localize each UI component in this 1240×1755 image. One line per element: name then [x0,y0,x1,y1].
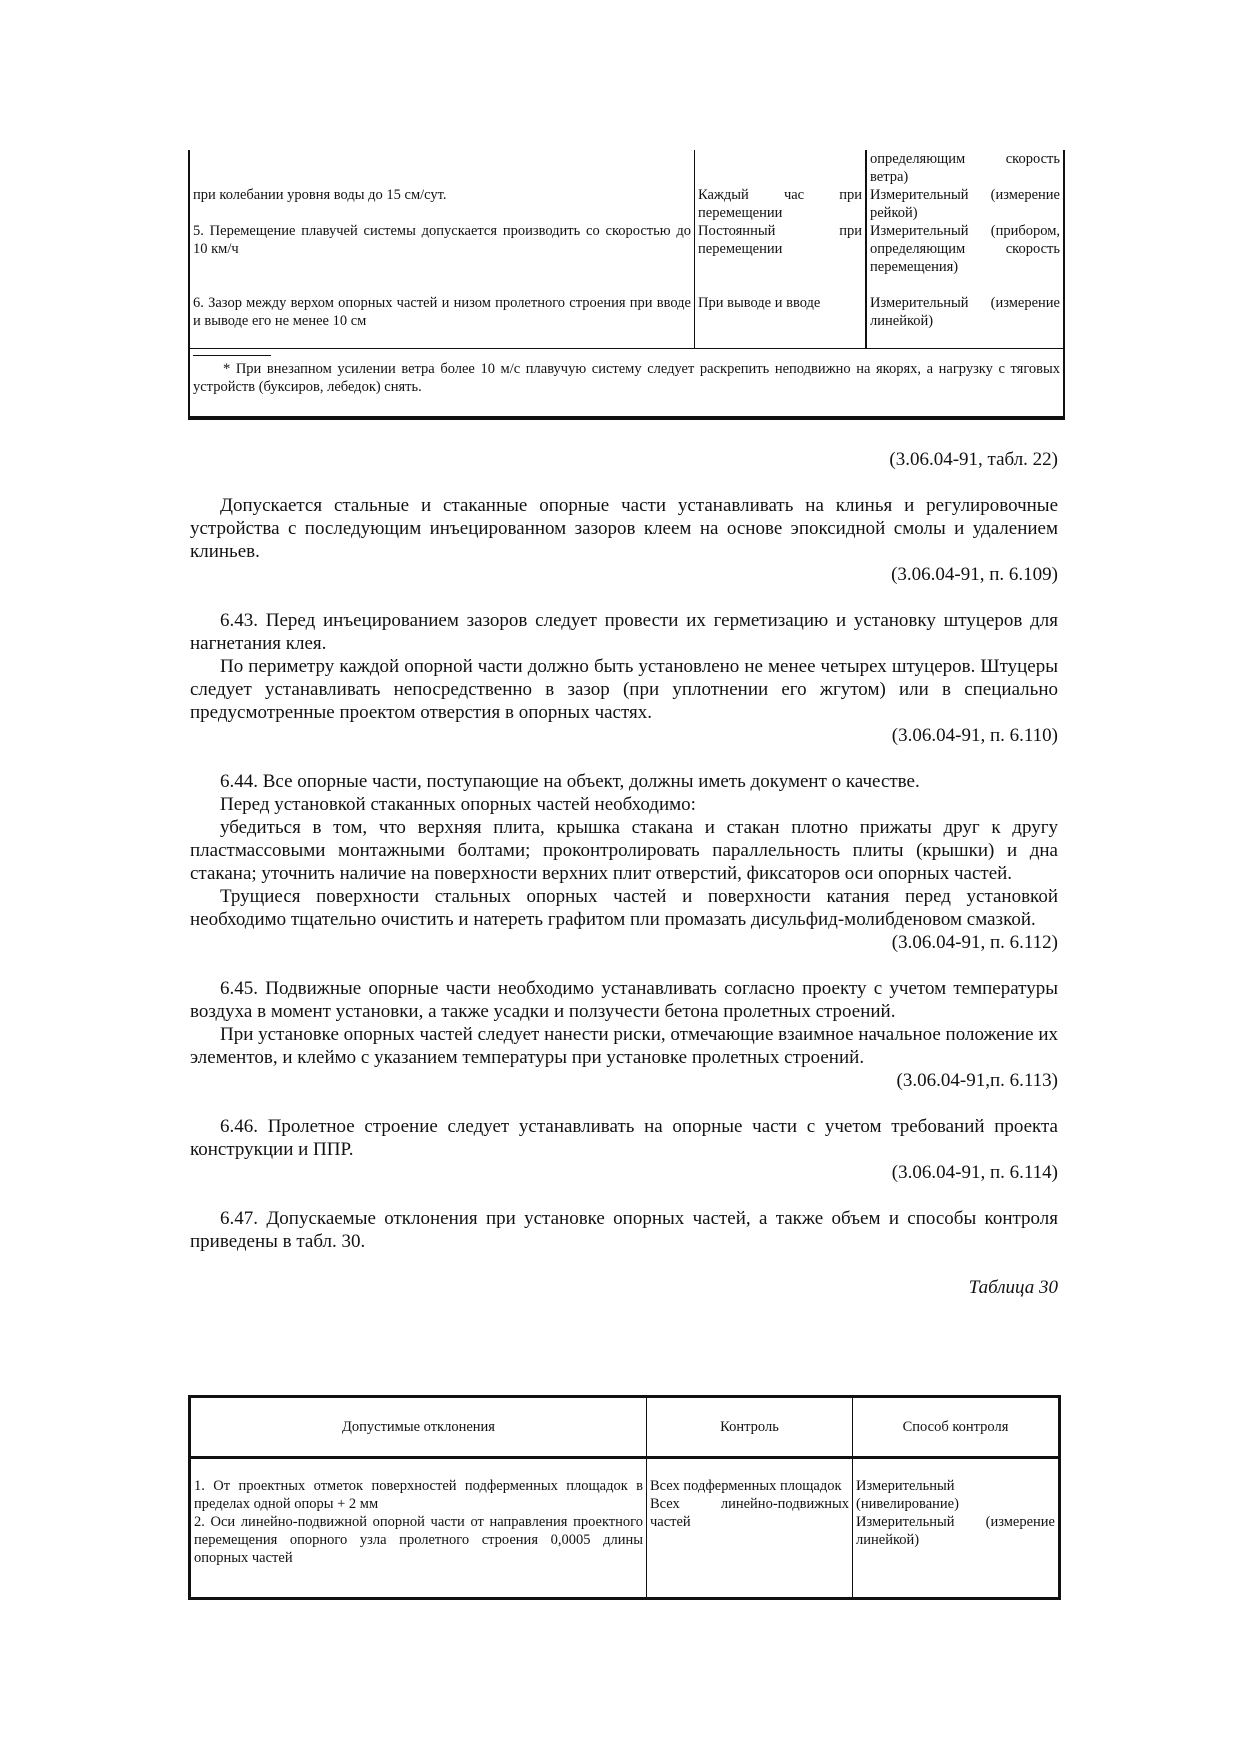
reference: (3.06.04-91, п. 6.114) [891,1162,1058,1183]
paragraph: убедиться в том, что верхняя плита, крышка стакана и стакан плотно прижаты друг к другу пластмассовыми монтажными болтами; проконтролировать параллельность плиты (крышки) и дна стакана; уточнить наличие на поверхности верхних плит отверстий, фиксаторов оси опорных частей. [190,817,1058,884]
paragraph: При установке опорных частей следует нанести риски, отмечающие взаимное начальное положение их элементов, и клеймо с указанием температуры при установке пролетных строений. [190,1024,1058,1068]
table-cell: 2. Оси линейно-подвижной опорной части от направления проектного перемещения опорного узла пролетного строения 0,0005 длины опорных частей [194,1514,643,1566]
table-header: Способ контроля [853,1397,1060,1458]
table-footnote [190,348,1063,416]
paragraph-6-43: 6.43. Перед инъецированием зазоров следует провести их герметизацию и установку штуцеров для нагнетания клея. [190,610,1058,654]
table-header: Допустимые отклонения [190,1397,647,1458]
table-30 [188,1395,1061,1600]
table-cell: Измерительный (измерение рейкой) [870,187,1060,221]
paragraph: По периметру каждой опорной части должно быть установлено не менее четырех штуцеров. Штуцеры следует устанавливать непосредственно в зазор (при уплотнении его жгутом) или в специально предусмотренные проектом отверстия в опорных частях. [190,656,1058,723]
footnote-text: * При внезапном усилении ветра более 10 м/с плавучую систему следует раскрепить неподвижно на якорях, а нагрузку с тяговых устройств (буксиров, лебедок) снять. [193,361,1060,395]
reference: (3.06.04-91,п. 6.113) [896,1070,1058,1091]
reference: (3.06.04-91, п. 6.109) [891,564,1058,585]
table-col-method [867,150,1063,348]
table-cell: Постоянный при перемещении [698,223,862,257]
table-cell: 5. Перемещение плавучей системы допускается производить со скоростью до 10 км/ч [193,223,691,257]
paragraph-6-44: 6.44. Все опорные части, поступающие на объект, должны иметь документ о качестве. [220,771,920,792]
paragraph-6-45: 6.45. Подвижные опорные части необходимо устанавливать согласно проекту с учетом температуры воздуха в момент установки, а также усадки и ползучести бетона пролетных строений. [190,978,1058,1022]
table-caption: Таблица 30 [968,1277,1058,1298]
table-cell: Каждый час при перемещении [698,187,862,221]
paragraph: Перед установкой стаканных опорных частей необходимо: [220,794,696,815]
table-row [190,1458,1060,1599]
reference: (3.06.04-91, п. 6.110) [891,725,1058,746]
paragraph-6-46: 6.46. Пролетное строение следует устанавливать на опорные части с учетом требований проекта конструкции и ППР. [190,1116,1058,1160]
table-cell: Всех линейно-подвижных частей [650,1496,849,1530]
table-cell: Измерительный (нивелирование) [856,1478,959,1512]
table-cell: при колебании уровня воды до 15 см/сут. [193,187,447,203]
table-cell: При выводе и вводе [698,295,821,311]
paragraph: Трущиеся поверхности стальных опорных частей и поверхности катания перед установкой необходимо тщательно очистить и натереть графитом пли промазать дисульфид-молибденовом смазкой. [190,886,1058,930]
paragraph-6-47: 6.47. Допускаемые отклонения при установке опорных частей, а также объем и способы контроля приведены в табл. 30. [190,1208,1058,1252]
table-cell: Всех подферменных площадок [650,1478,842,1494]
table-cell: 6. Зазор между верхом опорных частей и низом пролетного строения при вводе и выводе его не менее 10 см [193,295,691,329]
table-cell: Измерительный (измерение линейкой) [870,295,1060,329]
table-cell: определяющим скорость ветра) [870,151,1060,185]
table-cell: 1. От проектных отметок поверхностей подферменных площадок в пределах одной опоры + 2 мм [194,1478,643,1512]
footnote-rule [193,355,271,356]
paragraph: Допускается стальные и стаканные опорные части устанавливать на клинья и регулировочные устройства с последующим инъецированном зазоров клеем на основе эпоксидной смолы и удалением клиньев. [190,495,1058,562]
reference: (3.06.04-91, п. 6.112) [891,932,1058,953]
table-header: Контроль [647,1397,853,1458]
table-cell: Измерительный (прибором, определяющим скорость перемещения) [870,223,1060,275]
table-col-requirements [190,150,695,348]
reference: (3.06.04-91, табл. 22) [889,449,1058,470]
table-cell: Измерительный (измерение линейкой) [856,1514,1055,1548]
table-22-continuation [188,150,1065,420]
document-body [190,448,1058,1299]
table-col-control [695,150,867,348]
